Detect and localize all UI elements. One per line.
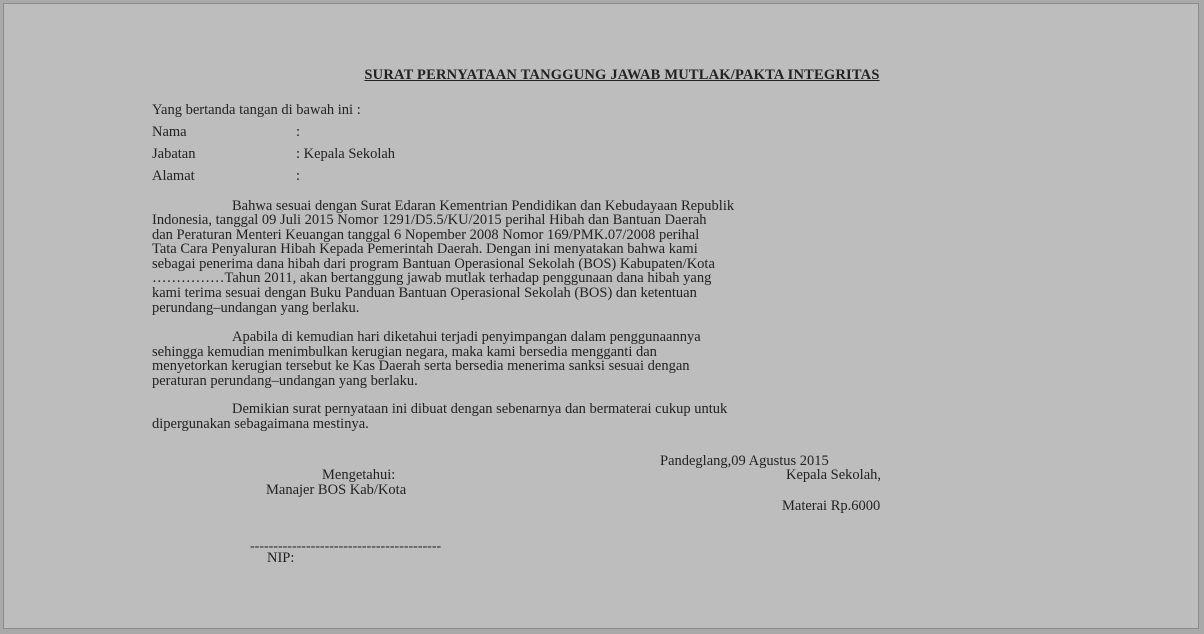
field-value-alamat: :	[296, 168, 301, 184]
kepala-sekolah-label: Kepala Sekolah,	[786, 467, 882, 483]
paragraph2-line: menyetorkan kerugian tersebut ke Kas Daerah serta bersedia menerima sanksi sesuai dengan	[152, 358, 690, 374]
paragraph1-line: perundang–undangan yang berlaku.	[152, 300, 360, 316]
field-label-alamat: Alamat	[152, 168, 195, 184]
manajer-label: Manajer BOS Kab/Kota	[266, 482, 407, 498]
paragraph2-line: sehingga kemudian menimbulkan kerugian negara, maka kami bersedia mengganti dan	[152, 344, 657, 360]
paragraph1-line: Indonesia, tanggal 09 Juli 2015 Nomor 1291/D5.5/KU/2015 perihal Hibah dan Bantuan Daerah	[152, 212, 707, 228]
paragraph1-line: dan Peraturan Menteri Keuangan tanggal 6 Nopember 2008 Nomor 169/PMK.07/2008 perihal	[152, 227, 700, 243]
paragraph3-line: dipergunakan sebagaimana mestinya.	[152, 416, 369, 432]
document-title: SURAT PERNYATAAN TANGGUNG JAWAB MUTLAK/PAKTA INTEGRITAS	[364, 67, 880, 83]
paragraph2-line: Apabila di kemudian hari diketahui terjadi penyimpangan dalam penggunaannya	[232, 329, 701, 345]
document-page	[3, 3, 1199, 629]
paragraph1-line: Bahwa sesuai dengan Surat Edaran Kementrian Pendidikan dan Kebudayaan Republik	[232, 198, 735, 214]
signature-line: -----------------------------------------	[250, 539, 442, 554]
paragraph1-line: Tata Cara Penyaluran Hibah Kepada Pemerintah Daerah. Dengan ini menyatakan bahwa kami	[152, 241, 698, 257]
paragraph1-line: ……………Tahun 2011, akan bertanggung jawab mutlak terhadap penggunaan dana hibah yang	[152, 270, 712, 286]
mengetahui-label: Mengetahui:	[322, 467, 396, 483]
nip-label: NIP:	[267, 550, 295, 566]
paragraph2-line: peraturan perundang–undangan yang berlaku.	[152, 373, 418, 389]
paragraph1-line: kami terima sesuai dengan Buku Panduan Bantuan Operasional Sekolah (BOS) dan ketentuan	[152, 285, 697, 301]
paragraph3-line: Demikian surat pernyataan ini dibuat dengan sebenarnya dan bermaterai cukup untuk	[232, 401, 728, 417]
field-label-nama: Nama	[152, 124, 187, 140]
field-value-nama: :	[296, 124, 301, 140]
paragraph1-line: sebagai penerima dana hibah dari program Bantuan Operasional Sekolah (BOS) Kabupaten/Kota	[152, 256, 715, 272]
field-value-jabatan: : Kepala Sekolah	[296, 146, 396, 162]
intro-text: Yang bertanda tangan di bawah ini :	[152, 102, 361, 118]
materai-label: Materai Rp.6000	[782, 498, 881, 514]
field-label-jabatan: Jabatan	[152, 146, 196, 162]
place-date: Pandeglang,09 Agustus 2015	[660, 453, 829, 469]
